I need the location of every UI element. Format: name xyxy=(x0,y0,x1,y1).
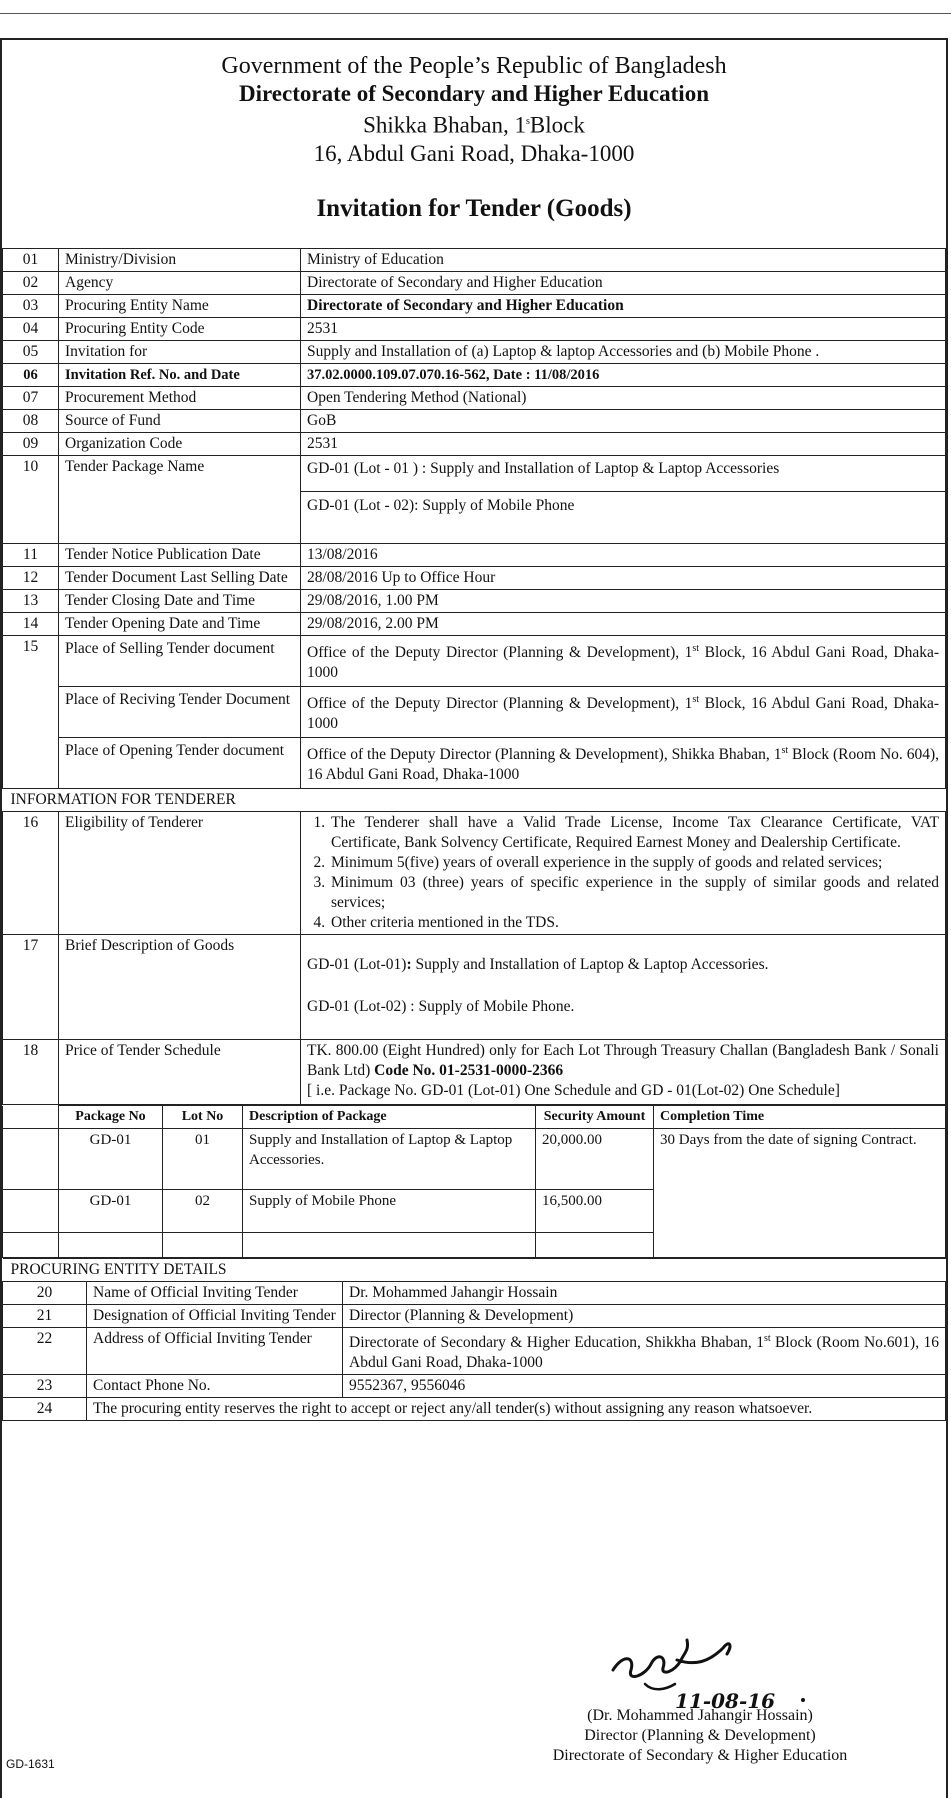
list-item: 2. Minimum 5(five) years of overall experience in the supply of goods and related services; xyxy=(329,853,939,873)
lot-no: 01 xyxy=(163,1129,243,1190)
table-row xyxy=(3,1040,946,1105)
row-label: Ministry/Division xyxy=(59,248,301,271)
row-number: 09 xyxy=(3,432,59,455)
eligibility-list xyxy=(307,813,939,933)
blank-cell xyxy=(3,1129,59,1190)
schedule-note: [ i.e. Package No. GD-01 (Lot-01) One Schedule and GD - 01(Lot-02) One Schedule] xyxy=(307,1082,840,1100)
building-line: Shikka Bhaban, 1$^s$Block xyxy=(363,112,585,138)
goods-lot-2: GD-01 (Lot-02) : Supply of Mobile Phone. xyxy=(307,998,575,1016)
section-heading-row xyxy=(3,1259,946,1282)
table-row xyxy=(3,409,946,432)
row-label: Agency xyxy=(59,271,301,294)
row-number: 24 xyxy=(3,1398,87,1421)
blank-cell xyxy=(243,1233,536,1258)
package-no: GD-01 xyxy=(59,1190,163,1233)
table-row xyxy=(3,363,946,386)
row-value: Directorate of Secondary & Higher Education, Shikkha Bhaban, 1st Block (Room No.601), 16 Abdul Gani Road, Dhaka-1000 xyxy=(343,1328,946,1375)
table-row xyxy=(3,1328,946,1375)
row-value: GoB xyxy=(301,409,946,432)
table-row xyxy=(3,1375,946,1398)
column-header: Completion Time xyxy=(654,1106,946,1129)
row-label: Procuring Entity Code xyxy=(59,317,301,340)
row-label: Source of Fund xyxy=(59,409,301,432)
table-row xyxy=(3,589,946,612)
eligibility-list-cell xyxy=(301,812,946,935)
security-amount: 16,500.00 xyxy=(536,1190,654,1233)
completion-time: 30 Days from the date of signing Contract. xyxy=(654,1129,946,1258)
table-row xyxy=(3,566,946,589)
row-number: 16 xyxy=(3,812,59,935)
row-number: 21 xyxy=(3,1305,87,1328)
signatory-office: Directorate of Secondary & Higher Education xyxy=(552,1747,848,1764)
row-label: Procuring Entity Name xyxy=(59,294,301,317)
row-number: 05 xyxy=(3,340,59,363)
row-value: 13/08/2016 xyxy=(301,543,946,566)
row-value: Ministry of Education xyxy=(301,248,946,271)
address-line: 16, Abdul Gani Road, Dhaka-1000 xyxy=(313,140,635,166)
security-amount: 20,000.00 xyxy=(536,1129,654,1190)
row-number: 23 xyxy=(3,1375,87,1398)
row-number: 01 xyxy=(3,248,59,271)
table-row xyxy=(3,686,946,737)
row-number: 15 xyxy=(3,635,59,788)
row-number: 18 xyxy=(3,1040,59,1105)
package-description: Supply and Installation of Laptop & Laptop Accessories. xyxy=(243,1129,536,1190)
row-number: 02 xyxy=(3,271,59,294)
row-value: 29/08/2016, 2.00 PM xyxy=(301,612,946,635)
row-label: Organization Code xyxy=(59,432,301,455)
blank-cell xyxy=(3,1190,59,1233)
signature-date: 11-08-16 xyxy=(675,1689,776,1710)
row-label: Tender Notice Publication Date xyxy=(59,543,301,566)
table-row xyxy=(3,432,946,455)
row-label: Invitation Ref. No. and Date xyxy=(59,363,301,386)
row-value: Supply and Installation of (a) Laptop & laptop Accessories and (b) Mobile Phone . xyxy=(301,340,946,363)
table-row xyxy=(3,543,946,566)
row-number: 11 xyxy=(3,543,59,566)
section-heading-row xyxy=(3,789,946,812)
schedule-price: TK. 800.00 (Eight Hundred) only for Each Lot Through Treasury Challan (Bangladesh Bank / Sonali Bank Ltd) Code No. 01-2531-0000-2366 [ i.e. Package No. GD-01 (Lot-01) One Schedule and GD - 01(Lot-02) One Schedule] xyxy=(301,1040,946,1105)
row-number: 04 xyxy=(3,317,59,340)
row-number: 22 xyxy=(3,1328,87,1375)
row-label: Invitation for xyxy=(59,340,301,363)
table-row xyxy=(3,455,946,491)
row-number: 12 xyxy=(3,566,59,589)
row-label: Price of Tender Schedule xyxy=(59,1040,301,1105)
section-heading: PROCURING ENTITY DETAILS xyxy=(3,1259,946,1282)
row-number: 06 xyxy=(3,363,59,386)
row-value: 28/08/2016 Up to Office Hour xyxy=(301,566,946,589)
directorate-line: Directorate of Secondary and Higher Education xyxy=(239,81,709,106)
row-label: Address of Official Inviting Tender xyxy=(87,1328,343,1375)
package-lot-1: GD-01 (Lot - 01 ) : Supply and Installation of Laptop & Laptop Accessories xyxy=(301,455,946,491)
list-item: 4. Other criteria mentioned in the TDS. xyxy=(329,913,939,933)
table-row xyxy=(3,386,946,409)
row-value: Open Tendering Method (National) xyxy=(301,386,946,409)
table-row xyxy=(3,935,946,1040)
row-value: The procuring entity reserves the right to accept or reject any/all tender(s) without assigning any reason whatsoever. xyxy=(87,1398,946,1421)
tender-notice-frame xyxy=(0,38,948,1798)
row-value: 29/08/2016, 1.00 PM xyxy=(301,589,946,612)
opening-place: Office of the Deputy Director (Planning & Development), Shikka Bhaban, 1st Block (Room No. 604), 16 Abdul Gani Road, Dhaka-1000 xyxy=(301,737,946,788)
table-row xyxy=(3,1129,946,1190)
column-header: Lot No xyxy=(163,1106,243,1129)
row-label: Tender Document Last Selling Date xyxy=(59,566,301,589)
row-value: 2531 xyxy=(301,317,946,340)
row-label: Place of Selling Tender document xyxy=(59,635,301,686)
blank-cell xyxy=(3,1106,59,1129)
lot-no: 02 xyxy=(163,1190,243,1233)
row-value: 9552367, 9556046 xyxy=(343,1375,946,1398)
page-title: Invitation for Tender (Goods) xyxy=(316,194,632,222)
procuring-entity-table xyxy=(2,1258,946,1421)
row-number: 03 xyxy=(3,294,59,317)
table-row xyxy=(3,1305,946,1328)
row-label: Place of Reciving Tender Document xyxy=(59,686,301,737)
row-value: 2531 xyxy=(301,432,946,455)
row-value: Directorate of Secondary and Higher Education xyxy=(301,294,946,317)
table-row xyxy=(3,1282,946,1305)
table-row xyxy=(3,612,946,635)
table-row xyxy=(3,340,946,363)
package-lot-2: GD-01 (Lot - 02): Supply of Mobile Phone xyxy=(301,491,946,543)
row-label: Brief Description of Goods xyxy=(59,935,301,1040)
table-header-row xyxy=(3,1106,946,1129)
table-row xyxy=(3,271,946,294)
row-value: Director (Planning & Development) xyxy=(343,1305,946,1328)
package-description: Supply of Mobile Phone xyxy=(243,1190,536,1233)
row-label: Contact Phone No. xyxy=(87,1375,343,1398)
blank-cell xyxy=(3,1233,59,1258)
government-line: Government of the People’s Republic of Bangladesh xyxy=(221,53,727,79)
table-row xyxy=(3,737,946,788)
row-value: Dr. Mohammed Jahangir Hossain xyxy=(343,1282,946,1305)
signatory-name: (Dr. Mohammed Jahangir Hossain) xyxy=(587,1707,813,1724)
section-heading: INFORMATION FOR TENDERER xyxy=(3,789,946,812)
notice-header xyxy=(2,40,946,224)
goods-description xyxy=(301,935,946,1040)
row-number: 10 xyxy=(3,455,59,543)
row-label: Tender Package Name xyxy=(59,455,301,543)
tender-info-table xyxy=(2,248,946,1105)
column-header: Security Amount xyxy=(536,1106,654,1129)
row-label: Designation of Official Inviting Tender xyxy=(87,1305,343,1328)
row-number: 20 xyxy=(3,1282,87,1305)
blank-cell xyxy=(59,1233,163,1258)
row-label: Tender Closing Date and Time xyxy=(59,589,301,612)
row-number: 07 xyxy=(3,386,59,409)
table-row xyxy=(3,248,946,271)
signatory-block xyxy=(480,1706,920,1766)
row-label: Procurement Method xyxy=(59,386,301,409)
row-label: Eligibility of Tenderer xyxy=(59,812,301,935)
row-label: Tender Opening Date and Time xyxy=(59,612,301,635)
table-row xyxy=(3,635,946,686)
blank-cell xyxy=(163,1233,243,1258)
table-row xyxy=(3,1398,946,1421)
row-label: Name of Official Inviting Tender xyxy=(87,1282,343,1305)
column-header: Package No xyxy=(59,1106,163,1129)
row-value: Directorate of Secondary and Higher Education xyxy=(301,271,946,294)
row-value: 37.02.0000.109.07.070.16-562, Date : 11/08/2016 xyxy=(301,363,946,386)
column-header: Description of Package xyxy=(243,1106,536,1129)
row-number: 13 xyxy=(3,589,59,612)
signatory-designation: Director (Planning & Development) xyxy=(584,1727,816,1744)
table-row xyxy=(3,317,946,340)
row-label: Place of Opening Tender document xyxy=(59,737,301,788)
goods-lot-1: GD-01 (Lot-01): Supply and Installation of Laptop & Laptop Accessories. xyxy=(307,956,769,974)
selling-place: Office of the Deputy Director (Planning & Development), 1st Block, 16 Abdul Gani Road, Dhaka-1000 xyxy=(301,635,946,686)
document-code: GD-1631 xyxy=(6,1757,55,1771)
receiving-place: Office of the Deputy Director (Planning & Development), 1st Block, 16 Abdul Gani Road, Dhaka-1000 xyxy=(301,686,946,737)
row-number: 17 xyxy=(3,935,59,1040)
table-row xyxy=(3,812,946,935)
list-item: 3. Minimum 03 (three) years of specific experience in the supply of similar goods and related services; xyxy=(329,873,939,913)
signature-mark xyxy=(605,1626,815,1710)
row-number: 14 xyxy=(3,612,59,635)
package-no: GD-01 xyxy=(59,1129,163,1190)
top-rule xyxy=(0,13,951,14)
list-item: 1. The Tenderer shall have a Valid Trade License, Income Tax Clearance Certificate, VAT Certificate, Bank Solvency Certificate, Required Earnest Money and Dealership Certificate. xyxy=(329,813,939,853)
package-table xyxy=(2,1105,946,1258)
row-number: 08 xyxy=(3,409,59,432)
table-row xyxy=(3,294,946,317)
blank-cell xyxy=(536,1233,654,1258)
